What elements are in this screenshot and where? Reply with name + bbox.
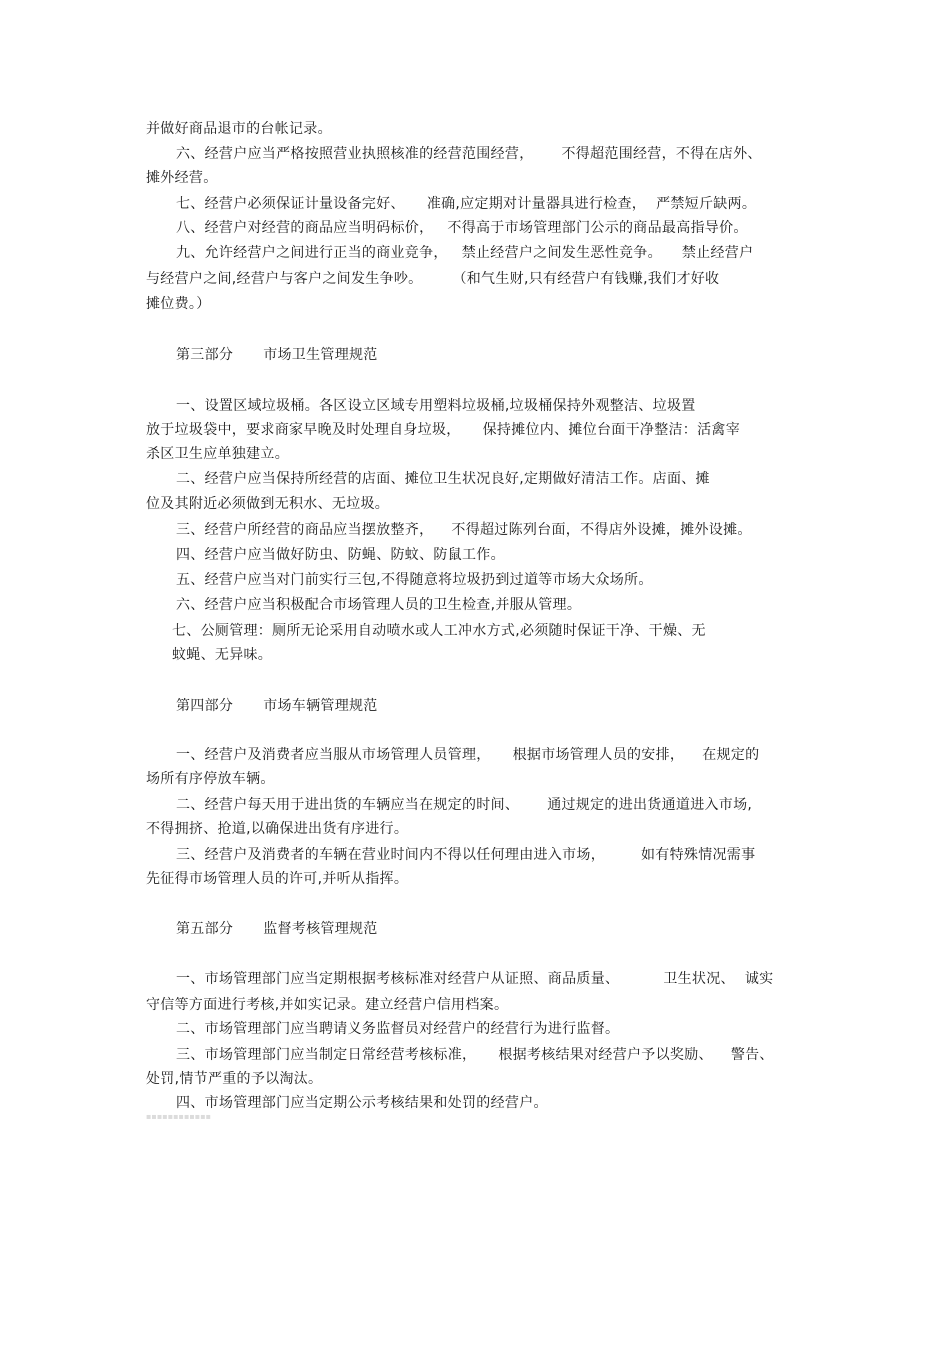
paragraph-line: 并做好商品退市的台帐记录。	[146, 121, 332, 137]
rule-item-1-cont: 场所有序停放车辆。	[146, 771, 275, 787]
rule-item-7-cont: 蚊蝇、无异味。	[172, 647, 273, 663]
rule-item-3-cont: 处罚,情节严重的予以淘汰。	[146, 1071, 323, 1087]
rule-item-4: 四、经营户应当做好防虫、防蝇、防蚊、防鼠工作。	[176, 547, 505, 563]
rule-item-2: 二、市场管理部门应当聘请义务监督员对经营户的经营行为进行监督。	[176, 1021, 620, 1037]
rule-item-4: 四、市场管理部门应当定期公示考核结果和处罚的经营户。	[176, 1095, 548, 1111]
rule-item-2-cont: 位及其附近必须做到无积水、无垃圾。	[146, 496, 390, 512]
rule-item-1-cont: 守信等方面进行考核,并如实记录。建立经营户信用档案。	[146, 997, 509, 1013]
rule-item-3: 三、经营户及消费者的车辆在营业时间内不得以任何理由进入市场， 如有特殊情况需事	[176, 847, 756, 863]
rule-item-9-cont2: 摊位费。）	[146, 296, 211, 312]
section-heading-part5: 第五部分 监督考核管理规范	[176, 921, 378, 937]
rule-item-3: 三、经营户所经营的商品应当摆放整齐， 不得超过陈列台面，不得店外设摊，摊外设摊。	[176, 522, 752, 538]
rule-item-1-cont2: 杀区卫生应单独建立。	[146, 446, 289, 462]
rule-item-1: 一、经营户及消费者应当服从市场管理人员管理， 根据市场管理人员的安排， 在规定的	[176, 747, 760, 763]
rule-item-9: 九、允许经营户之间进行正当的商业竞争， 禁止经营户之间发生恶性竞争。 禁止经营户	[176, 245, 754, 261]
rule-item-1: 一、设置区域垃圾桶。各区设立区域专用塑料垃圾桶,垃圾桶保持外观整洁、垃圾置	[176, 398, 696, 414]
rule-item-2: 二、经营户应当保持所经营的店面、摊位卫生状况良好,定期做好清洁工作。店面、摊	[176, 471, 710, 487]
rule-item-7: 七、经营户必须保证计量设备完好、 准确,应定期对计量器具进行检查， 严禁短斤缺两。	[176, 196, 757, 212]
rule-item-7: 七、公厕管理：厕所无论采用自动喷水或人工冲水方式,必须随时保证干净、干燥、无	[172, 623, 706, 639]
rule-item-8: 八、经营户对经营的商品应当明码标价， 不得高于市场管理部门公示的商品最高指导价。	[176, 220, 748, 236]
rule-item-6: 六、经营户应当严格按照营业执照核准的经营范围经营， 不得超范围经营，不得在店外、	[176, 146, 762, 162]
section-heading-part3: 第三部分 市场卫生管理规范	[176, 347, 378, 363]
rule-item-3-cont: 先征得市场管理人员的许可,并听从指挥。	[146, 871, 409, 887]
faint-mark: ▪▪▪▪▪▪▪▪▪▪▪▪	[146, 1112, 212, 1121]
section-heading-part4: 第四部分 市场车辆管理规范	[176, 698, 378, 714]
rule-item-9-cont: 与经营户之间,经营户与客户之间发生争吵。 （和气生财,只有经营户有钱赚,我们才好收	[146, 271, 720, 287]
rule-item-6: 六、经营户应当积极配合市场管理人员的卫生检查,并服从管理。	[176, 597, 582, 613]
rule-item-2-cont: 不得拥挤、抢道,以确保进出货有序进行。	[146, 821, 409, 837]
rule-item-6-cont: 摊外经营。	[146, 170, 218, 186]
rule-item-3: 三、市场管理部门应当制定日常经营考核标准， 根据考核结果对经营户予以奖励、 警告、	[176, 1047, 774, 1063]
rule-item-1: 一、市场管理部门应当定期根据考核标准对经营户从证照、商品质量、 卫生状况、 诚实	[176, 971, 774, 987]
rule-item-1-cont: 放于垃圾袋中，要求商家早晚及时处理自身垃圾， 保持摊位内、摊位台面干净整洁：活禽宰	[146, 422, 741, 438]
rule-item-5: 五、经营户应当对门前实行三包,不得随意将垃圾扔到过道等市场大众场所。	[176, 572, 653, 588]
rule-item-2: 二、经营户每天用于进出货的车辆应当在规定的时间、 通过规定的进出货通道进入市场,	[176, 797, 753, 813]
